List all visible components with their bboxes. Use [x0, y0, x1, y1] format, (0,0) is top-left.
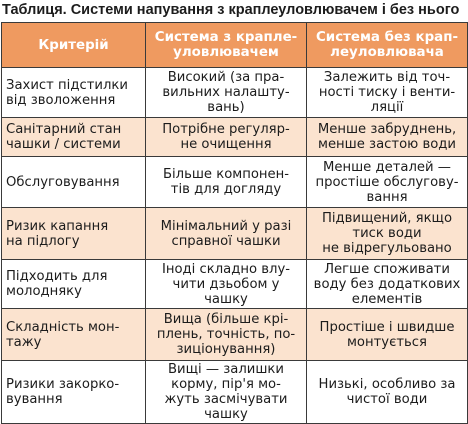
without-drip-tray-cell: Менше забруднень, менше застою води: [307, 118, 468, 157]
table-row: [2, 157, 468, 208]
with-drip-tray-cell: Мінімальний у разі справної чашки: [146, 208, 307, 260]
without-drip-tray-cell: Підвищений, якщо тиск води не відрегульовано: [307, 208, 468, 260]
table-row: [2, 309, 468, 361]
column-header-criterion: Критерій: [2, 23, 146, 68]
criterion-cell: Ризики закорко- вування: [2, 361, 146, 424]
table-row: [2, 260, 468, 309]
without-drip-tray-cell: Легше споживати воду без додаткових елементів: [307, 260, 468, 309]
with-drip-tray-cell: Іноді складно влу- чити дзьобом у чашку: [146, 260, 307, 309]
with-drip-tray-cell: Високий (за пра- вильних налашту- вань): [146, 68, 307, 118]
criterion-cell: Підходить для молодняку: [2, 260, 146, 309]
criterion-cell: Складність мон- тажу: [2, 309, 146, 361]
with-drip-tray-cell: Вища (більше крі- плень, точність, по- зиціонування): [146, 309, 307, 361]
criterion-cell: Санітарний стан чашки / системи: [2, 118, 146, 157]
criterion-cell: Ризик капання на підлогу: [2, 208, 146, 260]
table-row: [2, 361, 468, 424]
header-row: [2, 23, 468, 68]
with-drip-tray-cell: Вищі — залишки корму, пір'я мо- жуть засмічувати чашку: [146, 361, 307, 424]
without-drip-tray-cell: Менше деталей — простіше обслугову- вання: [307, 157, 468, 208]
without-drip-tray-cell: Низькі, особливо за чистої води: [307, 361, 468, 424]
without-drip-tray-cell: Простіше і швидше монтується: [307, 309, 468, 361]
with-drip-tray-cell: Більше компонен- тів для догляду: [146, 157, 307, 208]
table-row: [2, 118, 468, 157]
criterion-cell: Захист підстилки від зволоження: [2, 68, 146, 118]
criterion-cell: Обслуговування: [2, 157, 146, 208]
table-caption: Таблиця. Системи напування з краплеуловлювачем і без нього: [2, 2, 460, 18]
table-row: [2, 68, 468, 118]
without-drip-tray-cell: Залежить від точ- ності тиску і венти- ляції: [307, 68, 468, 118]
column-header-without-drip-tray: Система без крап- леуловлювача: [307, 23, 468, 68]
comparison-table: [1, 22, 468, 424]
table-row: [2, 208, 468, 260]
column-header-with-drip-tray: Система з крапле- уловлювачем: [146, 23, 307, 68]
with-drip-tray-cell: Потрібне регуляр- не очищення: [146, 118, 307, 157]
